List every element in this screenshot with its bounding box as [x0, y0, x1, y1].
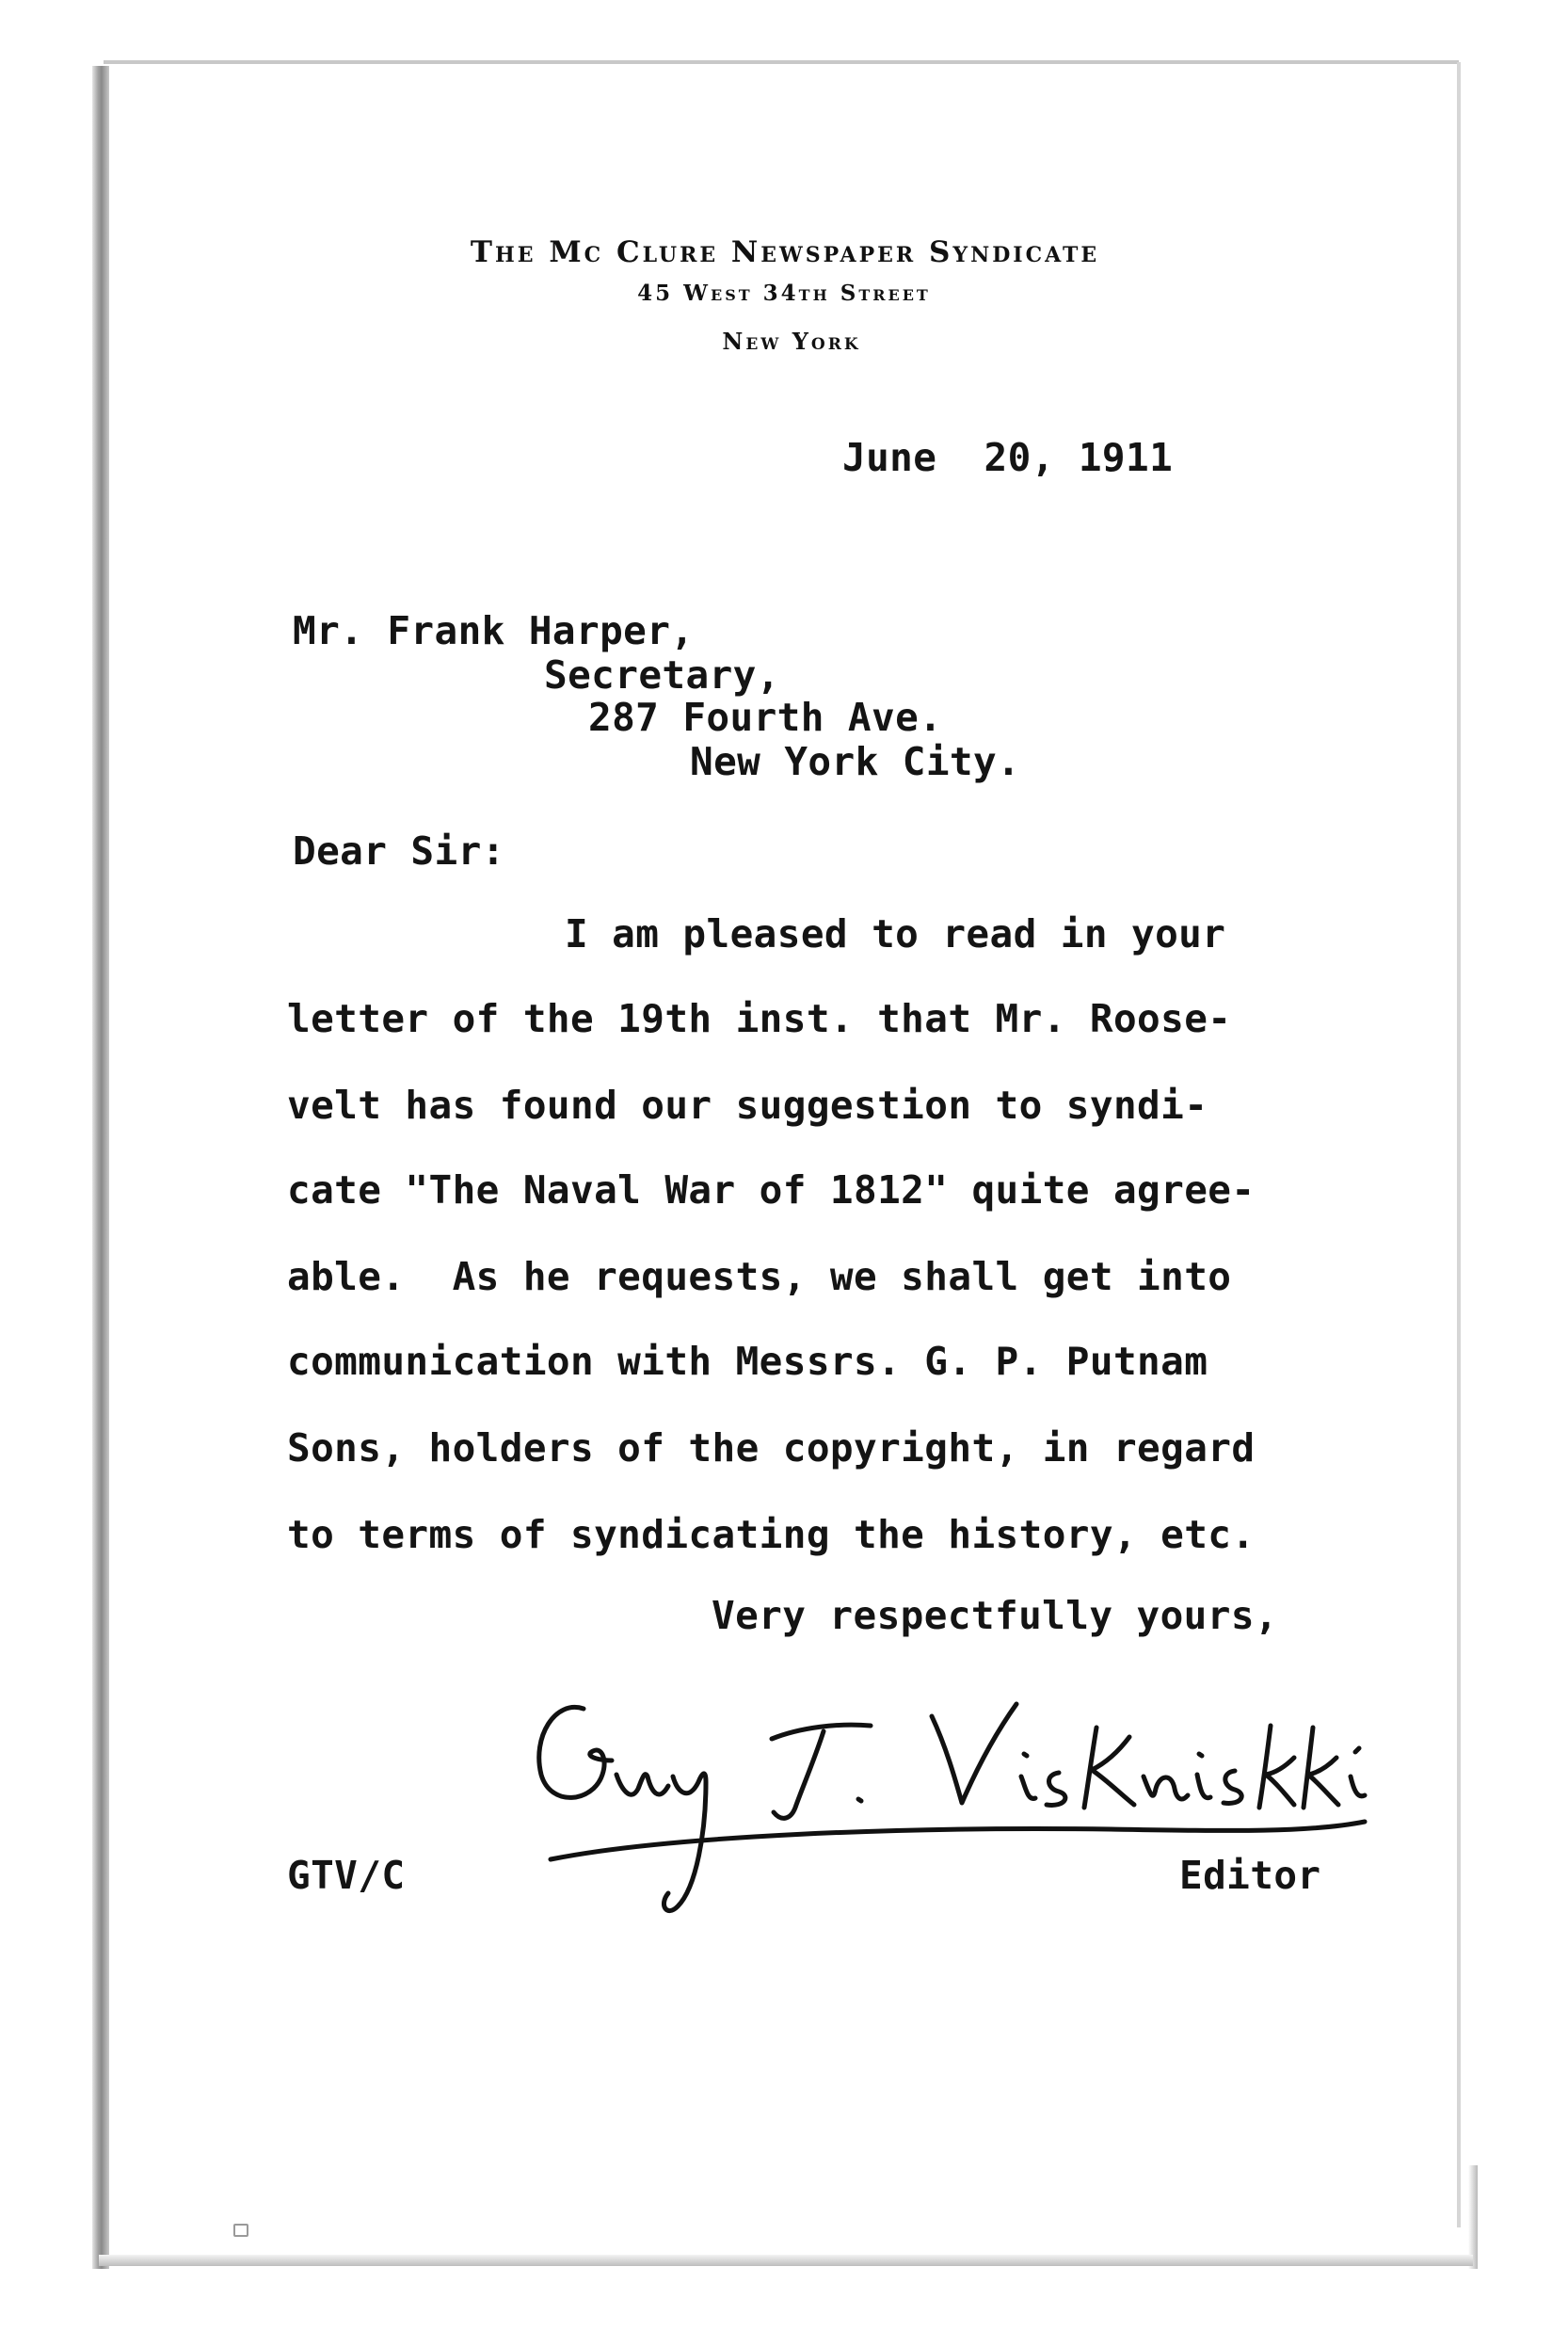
letter-date: June 20, 1911 [842, 435, 1174, 480]
body-line: communication with Messrs. G. P. Putnam [287, 1339, 1208, 1384]
sheet-right-edge [1457, 62, 1461, 2227]
signer-title: Editor [1179, 1853, 1321, 1898]
letterhead-street: 45 West 34th Street [637, 281, 931, 306]
body-line: able. As he requests, we shall get into [287, 1254, 1232, 1299]
body-line: velt has found our suggestion to syndi- [287, 1083, 1208, 1128]
body-line: letter of the 19th inst. that Mr. Roose- [287, 996, 1232, 1041]
body-line: Sons, holders of the copyright, in regard [287, 1425, 1256, 1471]
recipient-street: 287 Fourth Ave. [588, 695, 943, 740]
sheet-right-shadow [1468, 2165, 1478, 2269]
typist-initials: GTV/C [287, 1853, 406, 1898]
letterhead-city: New York [722, 328, 861, 355]
sheet-left-edge [92, 66, 109, 2269]
body-line: I am pleased to read in your [565, 911, 1226, 957]
sheet-bottom-edge [99, 2255, 1473, 2266]
body-line: to terms of syndicating the history, etc. [287, 1512, 1256, 1557]
recipient-city: New York City. [690, 739, 1021, 784]
letterhead-company: The Mc Clure Newspaper Syndicate [470, 235, 1100, 269]
recipient-title: Secretary, [544, 652, 780, 698]
closing: Very respectfully yours, [712, 1593, 1279, 1638]
salutation: Dear Sir: [293, 828, 505, 874]
sheet-top-edge [104, 60, 1459, 64]
recipient-name: Mr. Frank Harper, [293, 608, 695, 653]
paper-blemish [233, 2224, 248, 2237]
body-line: cate "The Naval War of 1812" quite agree- [287, 1167, 1256, 1213]
